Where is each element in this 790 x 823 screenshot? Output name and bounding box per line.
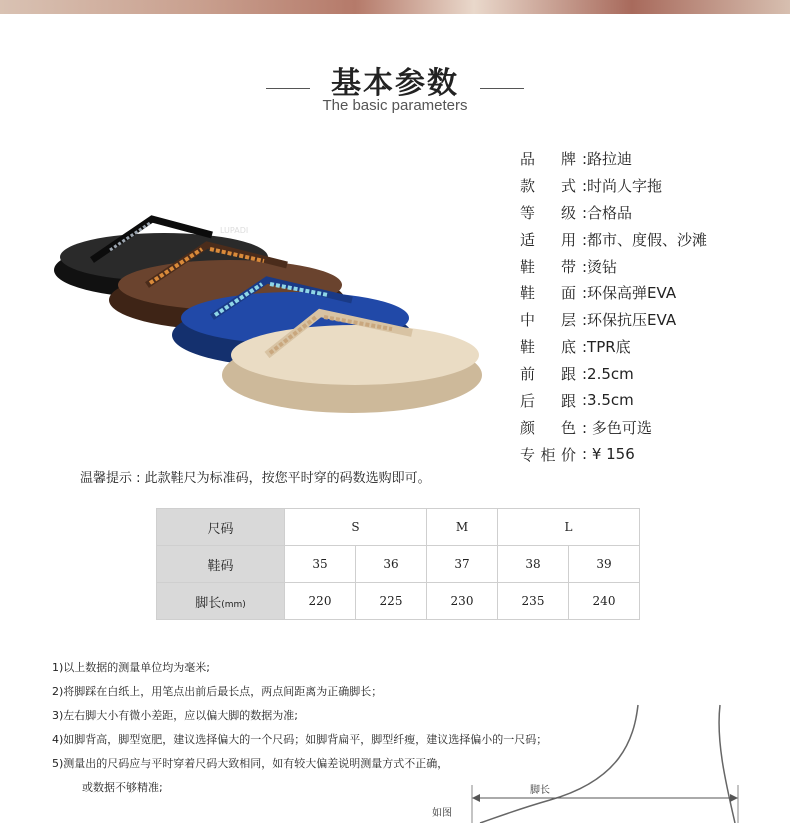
foot-length-cell: 220 <box>285 583 356 620</box>
param-value: :时尚人字拖 <box>582 176 663 195</box>
param-value: :都市、度假、沙滩 <box>582 230 708 249</box>
foot-length-diagram-label: 脚长 <box>530 785 550 796</box>
foot-outline-right <box>719 705 735 823</box>
shoe-code-cell: 38 <box>498 546 569 583</box>
foot-length-cell: 240 <box>569 583 640 620</box>
param-row <box>520 306 780 333</box>
param-row <box>520 172 780 199</box>
example-label: 如图 <box>432 808 452 819</box>
param-value: :3.5cm <box>582 391 634 410</box>
table-row <box>157 546 640 583</box>
param-label: 鞋底 <box>520 338 576 357</box>
param-row <box>520 145 780 172</box>
size-cell: L <box>498 509 640 546</box>
shoe-code-cell: 39 <box>569 546 640 583</box>
foot-length-cell: 235 <box>498 583 569 620</box>
foot-length-cell: 230 <box>427 583 498 620</box>
shoe-code-cell: 36 <box>356 546 427 583</box>
note-item: 4)如脚背高，脚型宽肥，建议选择偏大的一个尺码；如脚背扁平，脚型纤瘦，建议选择偏小的一尺码； <box>52 733 548 746</box>
note-item: 5)测量出的尺码应与平时穿着尺码大致相同，如有较大偏差说明测量方式不正确， <box>52 757 449 770</box>
section-title: 基本参数 <box>331 66 459 101</box>
param-row <box>520 279 780 306</box>
param-value: : 多色可选 <box>582 418 652 437</box>
param-label: 中层 <box>520 311 576 330</box>
unit-label: (mm) <box>221 599 246 610</box>
title-divider-left <box>266 88 310 89</box>
note-item: 3)左右脚大小有微小差距，应以偏大脚的数据为准; <box>52 709 298 722</box>
param-row <box>520 253 780 280</box>
row-header-size: 尺码 <box>157 509 285 546</box>
top-banner <box>0 0 790 14</box>
foot-length-label: 脚长 <box>195 595 222 611</box>
param-label: 品牌 <box>520 149 576 168</box>
table-row <box>157 509 640 546</box>
strap-brand-text: LUPADI <box>220 226 249 235</box>
param-label: 鞋面 <box>520 284 576 303</box>
param-label: 款式 <box>520 176 576 195</box>
measurement-notes <box>52 656 547 800</box>
param-value: :环保高弹EVA <box>582 284 677 303</box>
param-value: :环保抗压EVA <box>582 311 677 330</box>
param-row <box>520 387 780 414</box>
param-row <box>520 441 780 468</box>
param-row <box>520 333 780 360</box>
shoe-code-cell: 37 <box>427 546 498 583</box>
param-value: : ¥ 156 <box>582 445 635 464</box>
size-cell: M <box>427 509 498 546</box>
param-row <box>520 414 780 441</box>
param-label: 鞋带 <box>520 257 576 276</box>
param-value: :2.5cm <box>582 364 634 383</box>
section-subtitle: The basic parameters <box>322 97 468 114</box>
size-cell: S <box>285 509 427 546</box>
table-row <box>157 583 640 620</box>
parameter-list <box>520 145 780 468</box>
title-divider-right <box>480 88 524 89</box>
note-item: 或数据不够精准; <box>82 781 163 794</box>
arrow-right-icon <box>730 794 738 802</box>
param-row <box>520 199 780 226</box>
param-row <box>520 360 780 387</box>
param-value: :路拉迪 <box>582 149 633 168</box>
param-label: 等级 <box>520 203 576 222</box>
note-item: 2)将脚踩在白纸上，用笔点出前后最长点，两点间距离为正确脚长； <box>52 685 383 698</box>
param-value: :合格品 <box>582 203 633 222</box>
param-label: 后跟 <box>520 391 576 410</box>
note-item: 1)以上数据的测量单位均为毫米; <box>52 661 210 674</box>
sizing-tip: 温馨提示 : 此款鞋尺为标准码，按您平时穿的码数选购即可。 <box>80 471 431 486</box>
param-value: :烫钻 <box>582 257 618 276</box>
param-label: 颜色 <box>520 418 576 437</box>
size-table <box>156 508 640 620</box>
param-value: :TPR底 <box>582 338 631 357</box>
param-label: 适用 <box>520 230 576 249</box>
flip-flops-product-image <box>52 205 492 420</box>
shoe-code-cell: 35 <box>285 546 356 583</box>
row-header-foot-length <box>157 583 285 620</box>
param-label: 专柜价 <box>520 445 576 464</box>
foot-length-cell: 225 <box>356 583 427 620</box>
row-header-shoe-code: 鞋码 <box>157 546 285 583</box>
param-row <box>520 226 780 253</box>
param-label: 前跟 <box>520 365 576 384</box>
